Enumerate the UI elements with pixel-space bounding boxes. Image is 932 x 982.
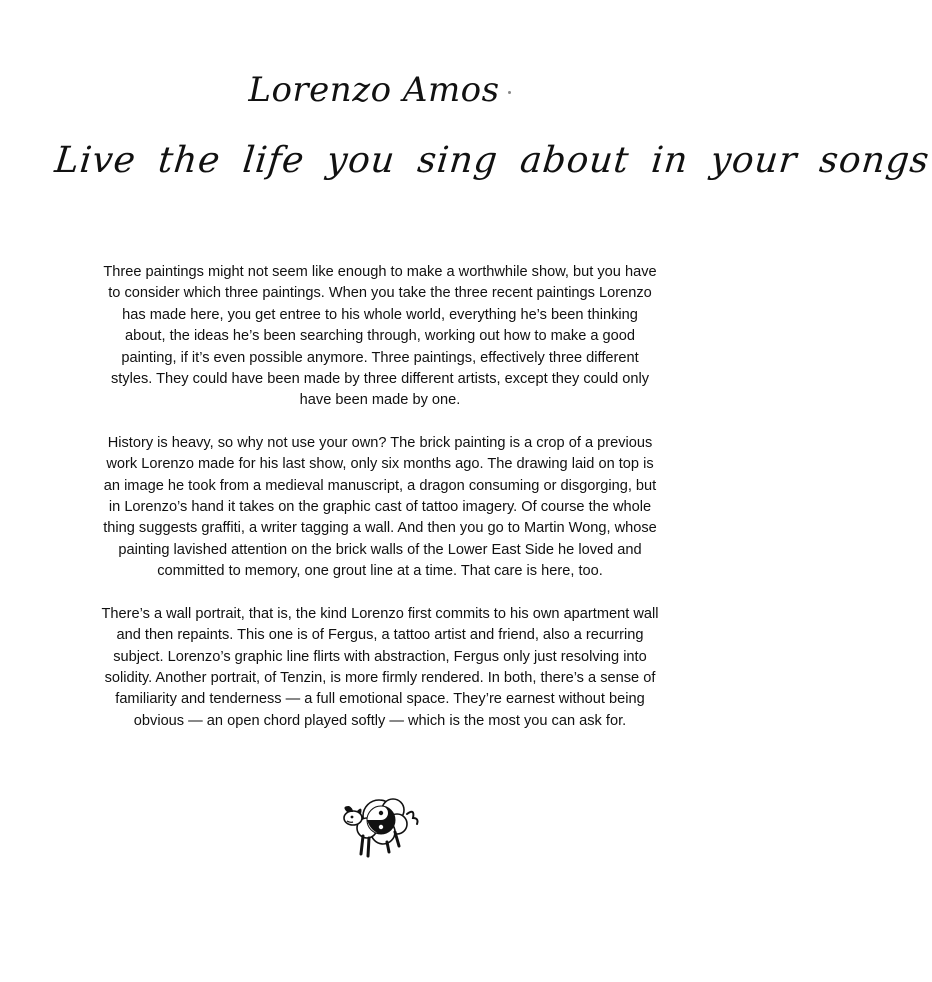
- title-dot-decoration: [508, 91, 511, 94]
- handwritten-tagline: Live the life you sing about in your songs: [52, 140, 932, 181]
- page-title-text: Lorenzo Amos: [248, 70, 500, 110]
- essay-body: [100, 262, 660, 753]
- paragraph-1: Three paintings might not seem like enough to make a worthwhile show, but you have to consider which three paintings. When you take the three recent paintings Lorenzo has made here, you get entree to his whole world, everything he’s been thinking about, the ideas he’s been searching through, working out how to make a good painting, if it’s even possible anymore. Three paintings, effectively three different styles. They could have been made by three different artists, except they could only have been made by one.: [103, 264, 657, 409]
- paragraph-3: There’s a wall portrait, that is, the kind Lorenzo first commits to his own apartment wall and then repaints. This one is of Fergus, a tattoo artist and friend, also a recurring subject. Lorenzo’s graphic line flirts with abstraction, Fergus only just resolving into solidity. Another portrait, of Tenzin, is more firmly rendered. In both, there’s a sense of familiarity and tenderness — a full emotional space. They’re earnest without being obvious — an open chord played softly — which is the most you can ask for.: [101, 605, 659, 729]
- page-title: [0, 70, 759, 110]
- yin-yang-sheep-icon: [335, 788, 425, 863]
- paragraph-2: History is heavy, so why not use your own? The brick painting is a crop of a previous work Lorenzo made for his last show, only six months ago. The drawing laid on top is an image he took from a medieval manuscript, a dragon consuming or disgorging, but in Lorenzo’s hand it takes on the graphic cast of tattoo imagery. Of course the whole thing suggests graffiti, a writer tagging a wall. And then you go to Martin Wong, whose painting lavished attention on the brick walls of the Lower East Side he loved and committed to memory, one grout line at a time. That care is here, too.: [103, 434, 657, 580]
